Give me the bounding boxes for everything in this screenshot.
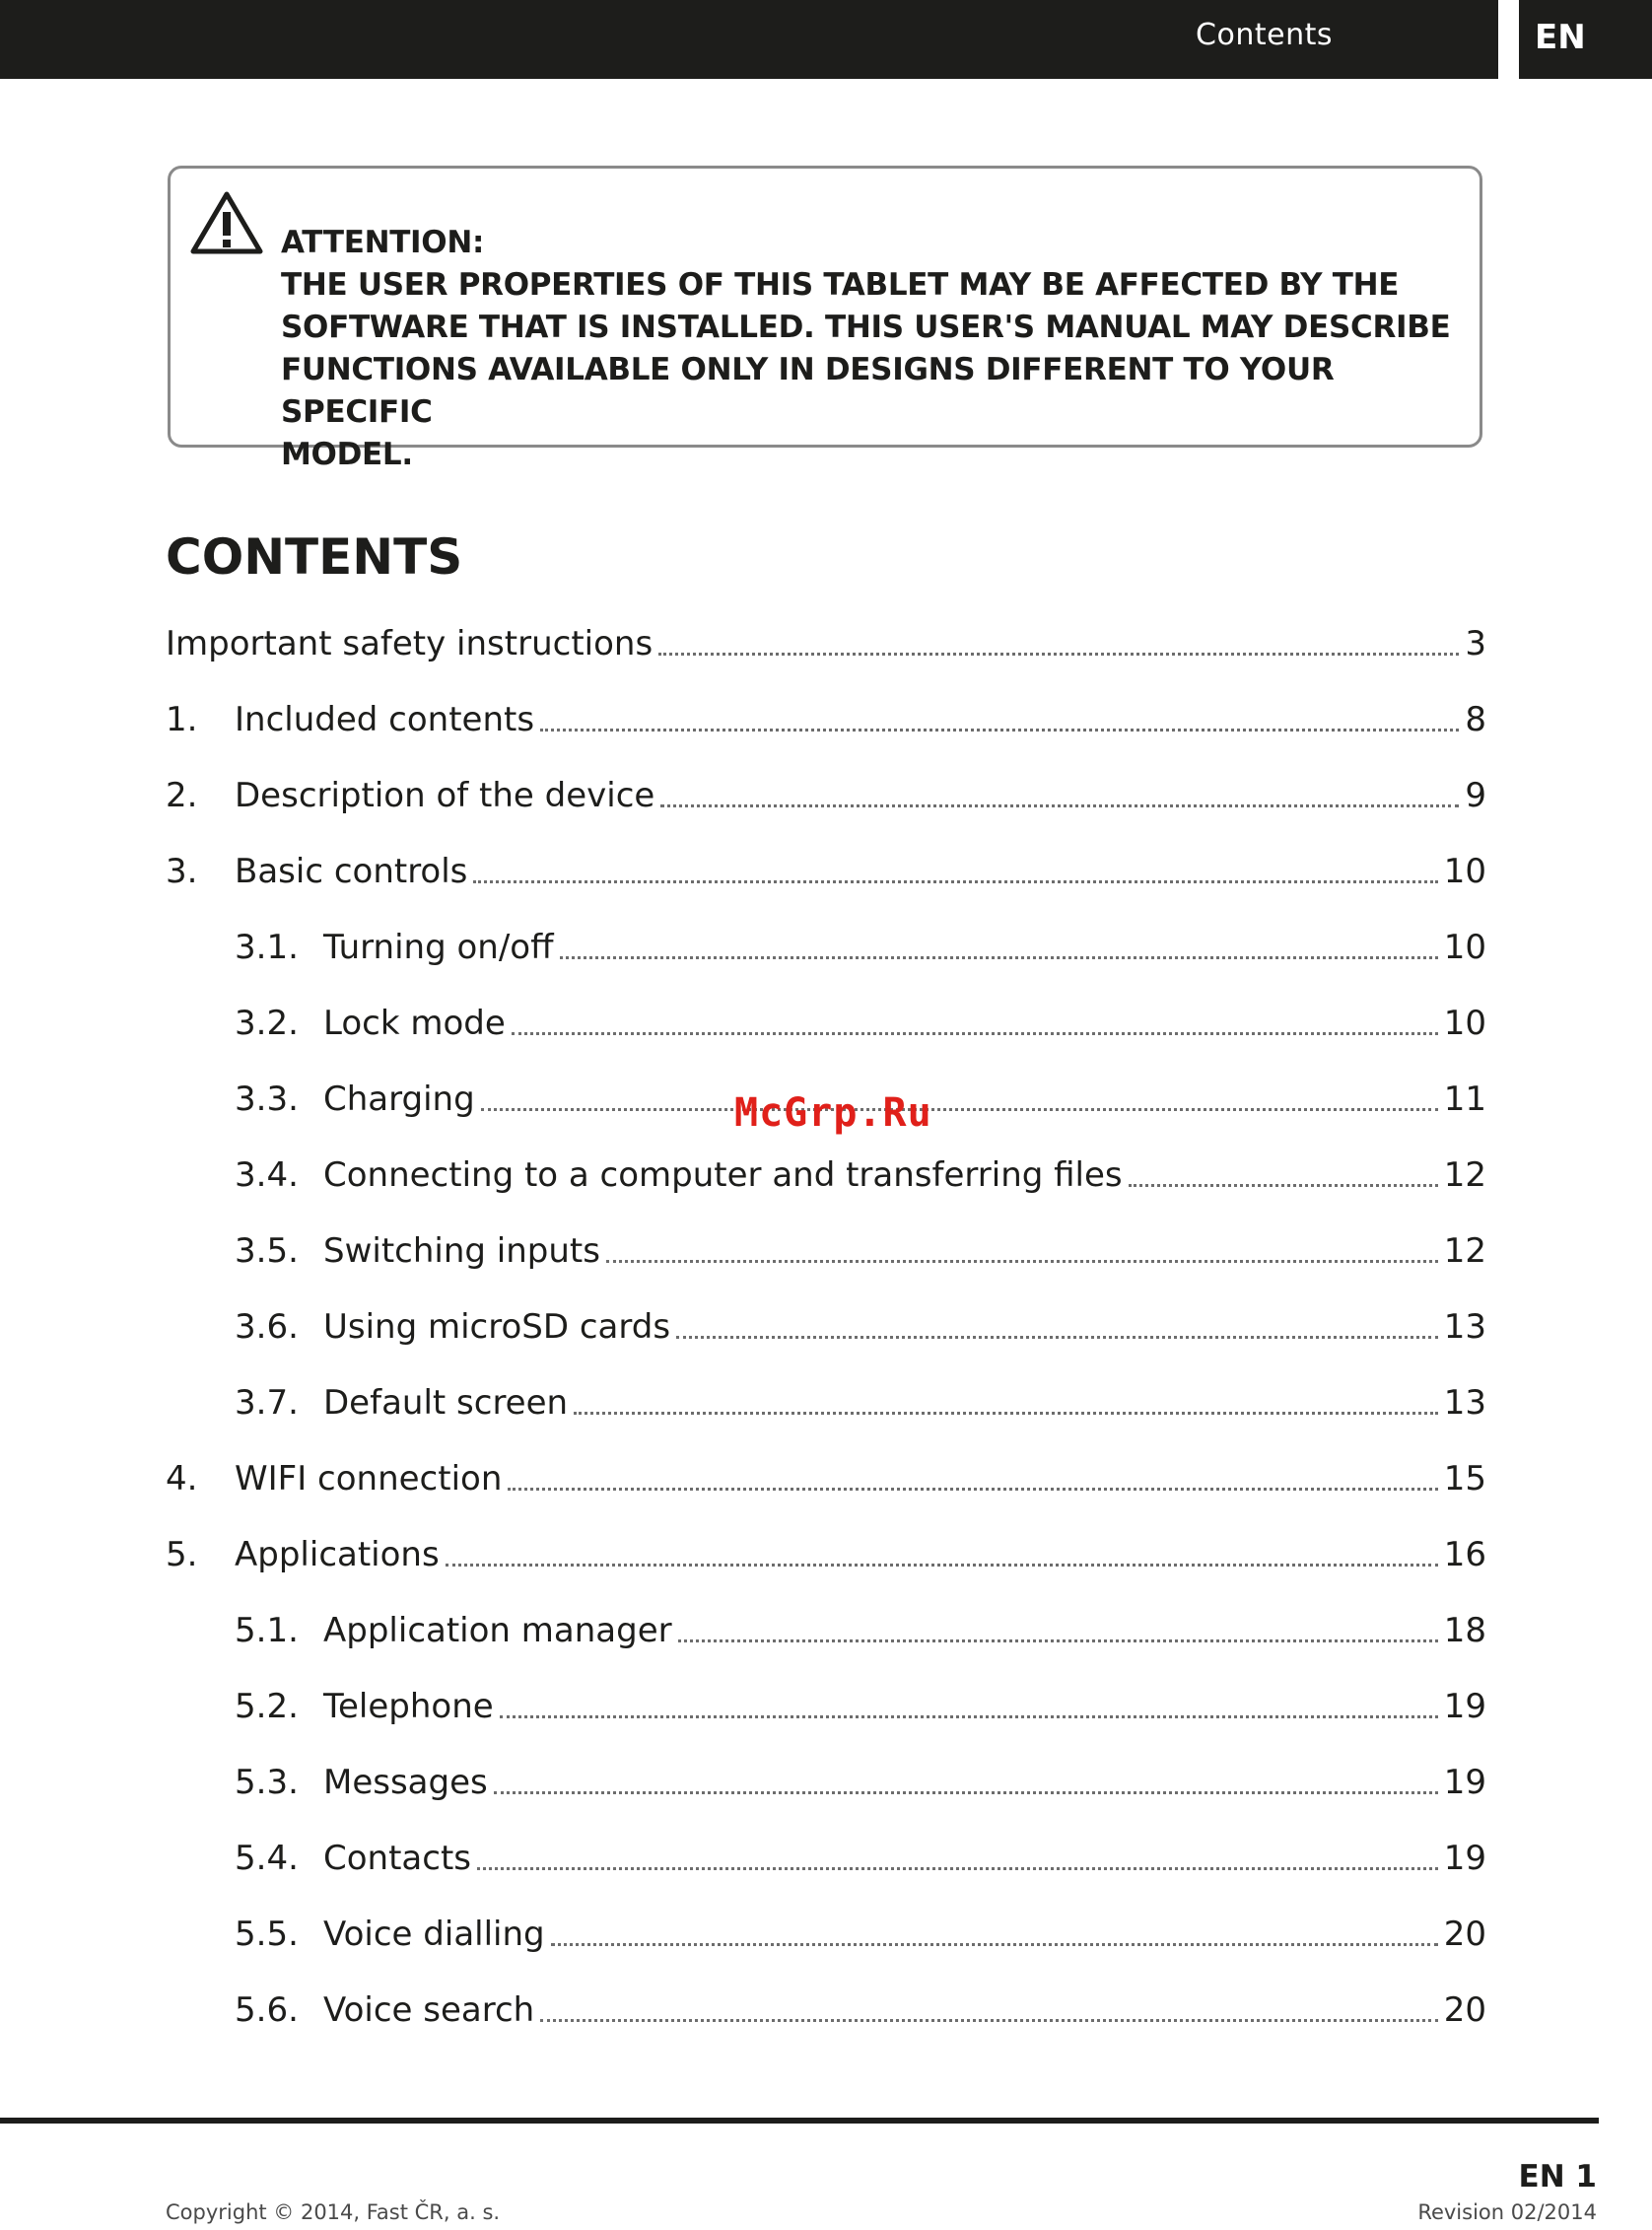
header-section-title: Contents (1196, 18, 1333, 52)
toc-leader-dots (1129, 1184, 1438, 1187)
toc-title: Important safety instructions (166, 623, 654, 663)
attention-line: ATTENTION: (281, 225, 485, 260)
attention-line: SOFTWARE THAT IS INSTALLED. THIS USER'S MANUAL MAY DESCRIBE (281, 310, 1451, 345)
toc-leader-dots (540, 729, 1459, 732)
toc-page-number: 19 (1443, 1762, 1486, 1802)
toc-title: Turning on/off (323, 927, 554, 967)
toc-title: Application manager (323, 1610, 672, 1650)
toc-page-number: 19 (1443, 1686, 1486, 1726)
header-bar (0, 0, 1498, 79)
toc-page-number: 3 (1465, 623, 1486, 663)
toc-number: 3.7. (235, 1382, 299, 1423)
toc-entry[interactable] (166, 1820, 1486, 1896)
attention-line: THE USER PROPERTIES OF THIS TABLET MAY BE AFFECTED BY THE (281, 267, 1400, 303)
toc-number: 5.3. (235, 1762, 299, 1802)
toc-number: 3.4. (235, 1154, 299, 1195)
watermark: McGrp.Ru (734, 1090, 932, 1136)
toc-entry[interactable] (166, 681, 1486, 757)
toc-title: Telephone (323, 1686, 494, 1726)
toc-page-number: 16 (1443, 1534, 1486, 1574)
warning-icon (190, 190, 263, 255)
footer-revision: Revision 02/2014 (1417, 2200, 1597, 2224)
toc-entry[interactable] (166, 757, 1486, 833)
toc-page-number: 9 (1465, 775, 1486, 815)
toc-leader-dots (658, 653, 1459, 656)
toc-number: 5. (166, 1534, 198, 1574)
footer-copyright: Copyright © 2014, Fast ČR, a. s. (166, 2200, 501, 2224)
toc-title: Switching inputs (323, 1230, 600, 1271)
toc-leader-dots (481, 1108, 1438, 1111)
toc-leader-dots (676, 1336, 1438, 1339)
toc-leader-dots (560, 956, 1438, 959)
attention-line: MODEL. (281, 437, 413, 472)
attention-line: FUNCTIONS AVAILABLE ONLY IN DESIGNS DIFFERENT TO YOUR SPECIFIC (281, 352, 1335, 430)
toc-number: 3.3. (235, 1079, 299, 1119)
toc-title: Description of the device (235, 775, 655, 815)
toc-title: Basic controls (235, 851, 468, 891)
footer-divider (0, 2118, 1599, 2124)
toc-title: Voice dialling (323, 1914, 545, 1954)
toc-page-number: 12 (1443, 1154, 1486, 1195)
toc-title: Connecting to a computer and transferring files (323, 1154, 1123, 1195)
contents-heading: CONTENTS (166, 528, 463, 586)
header-language-badge (1519, 0, 1652, 79)
toc-page-number: 10 (1443, 1003, 1486, 1043)
toc-number: 5.1. (235, 1610, 299, 1650)
toc-page-number: 12 (1443, 1230, 1486, 1271)
toc-number: 3.6. (235, 1306, 299, 1347)
toc-entry[interactable] (166, 1516, 1486, 1592)
toc-leader-dots (508, 1488, 1437, 1491)
toc-entry[interactable] (166, 1744, 1486, 1820)
toc-title: Using microSD cards (323, 1306, 671, 1347)
toc-number: 3.2. (235, 1003, 299, 1043)
toc-entry[interactable] (166, 1592, 1486, 1668)
toc-entry[interactable] (166, 985, 1486, 1061)
toc-leader-dots (446, 1564, 1438, 1567)
toc-page-number: 15 (1443, 1458, 1486, 1498)
toc-title: Included contents (235, 699, 535, 739)
toc-entry[interactable] (166, 1896, 1486, 1972)
toc-entry[interactable] (166, 605, 1486, 681)
attention-box (168, 166, 1482, 472)
toc-title: Default screen (323, 1382, 569, 1423)
toc-leader-dots (551, 1943, 1438, 1946)
toc-page-number: 8 (1465, 699, 1486, 739)
toc-entry[interactable] (166, 1289, 1486, 1364)
toc-page-number: 10 (1443, 927, 1486, 967)
toc-leader-dots (494, 1791, 1438, 1794)
toc-entry[interactable] (166, 1440, 1486, 1516)
toc-number: 4. (166, 1458, 198, 1498)
toc-entry[interactable] (166, 1364, 1486, 1440)
toc-number: 5.2. (235, 1686, 299, 1726)
toc-number: 3. (166, 851, 198, 891)
footer-page-number: EN 1 (1518, 2159, 1597, 2195)
toc-number: 3.1. (235, 927, 299, 967)
toc-number: 5.5. (235, 1914, 299, 1954)
toc-title: Lock mode (323, 1003, 506, 1043)
toc-leader-dots (678, 1639, 1438, 1642)
toc-title: Charging (323, 1079, 475, 1119)
toc-number: 1. (166, 699, 198, 739)
attention-text (281, 222, 1464, 476)
toc-leader-dots (606, 1260, 1438, 1263)
toc-leader-dots (574, 1412, 1438, 1415)
toc-leader-dots (473, 880, 1437, 883)
toc-page-number: 11 (1443, 1079, 1486, 1119)
toc-leader-dots (512, 1032, 1438, 1035)
toc-page-number: 13 (1443, 1306, 1486, 1347)
toc-leader-dots (660, 804, 1459, 807)
toc-leader-dots (500, 1715, 1438, 1718)
toc-number: 5.6. (235, 1989, 299, 2030)
toc-entry[interactable] (166, 909, 1486, 985)
toc-entry[interactable] (166, 1137, 1486, 1213)
toc-page-number: 13 (1443, 1382, 1486, 1423)
toc-number: 3.5. (235, 1230, 299, 1271)
toc-number: 5.4. (235, 1838, 299, 1878)
header-language-label: EN (1535, 18, 1586, 57)
toc-leader-dots (540, 2019, 1438, 2022)
toc-page-number: 18 (1443, 1610, 1486, 1650)
toc-entry[interactable] (166, 1668, 1486, 1744)
toc-entry[interactable] (166, 1213, 1486, 1289)
toc-title: Messages (323, 1762, 488, 1802)
toc-page-number: 20 (1443, 1989, 1486, 2030)
toc-entry[interactable] (166, 1972, 1486, 2048)
toc-page-number: 19 (1443, 1838, 1486, 1878)
toc-leader-dots (477, 1867, 1438, 1870)
toc-number: 2. (166, 775, 198, 815)
toc-title: Applications (235, 1534, 440, 1574)
toc-entry[interactable] (166, 833, 1486, 909)
toc-page-number: 20 (1443, 1914, 1486, 1954)
toc-page-number: 10 (1443, 851, 1486, 891)
toc-title: Voice search (323, 1989, 535, 2030)
toc-title: WIFI connection (235, 1458, 503, 1498)
toc-title: Contacts (323, 1838, 471, 1878)
